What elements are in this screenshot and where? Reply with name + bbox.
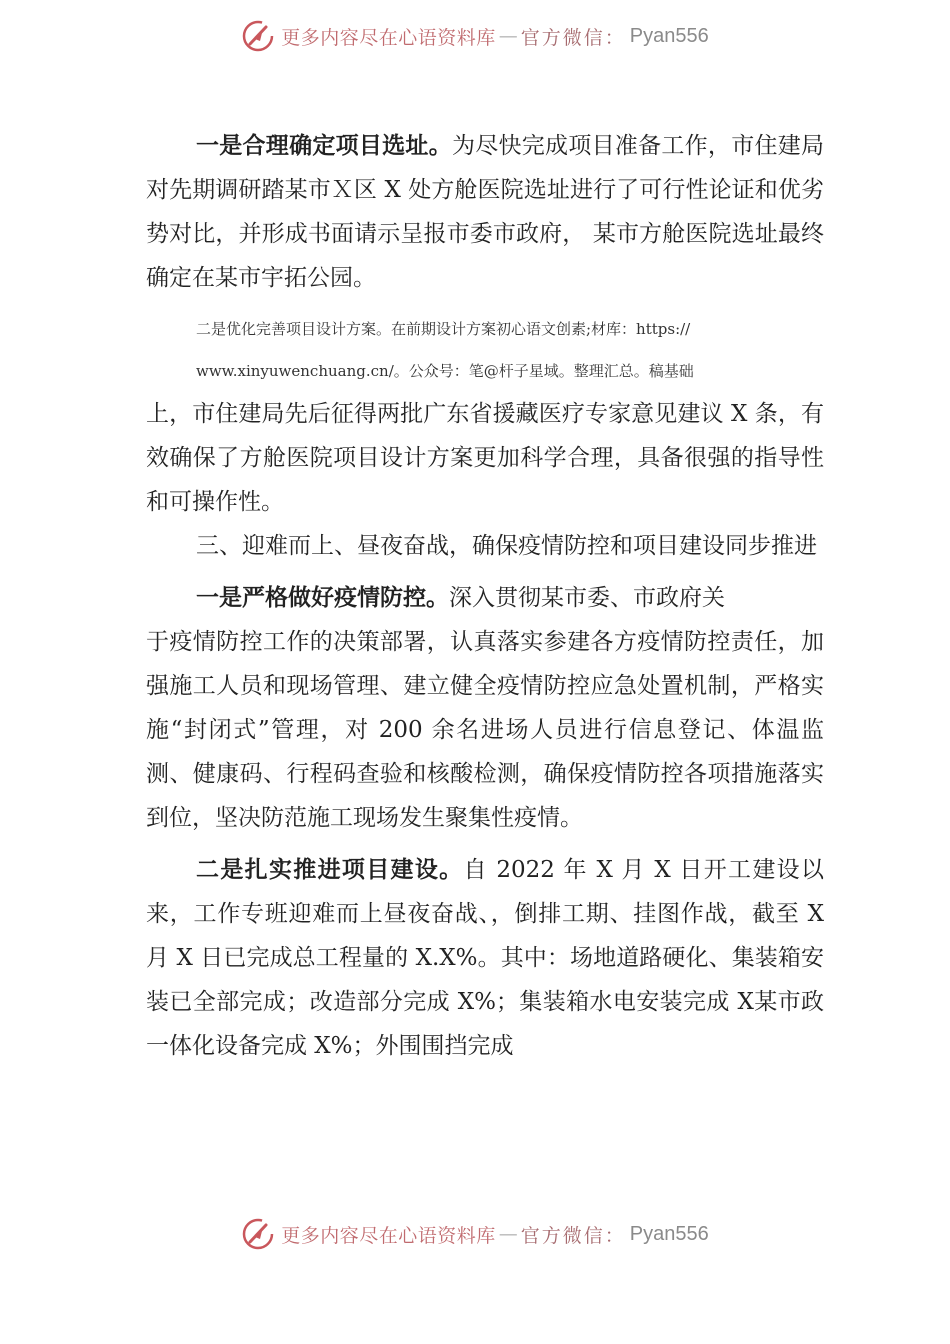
paragraph-heading: 二是扎实推进项目建设。 [196,857,464,883]
paragraph-design-plan: 上，市住建局先后征得两批广东省援藏医疗专家意见建议 X 条，有效确保了方舱医院项目设计方案更加科学合理，具备很强的指导性和可操作性。 [146,401,824,515]
paragraph-heading: 一是严格做好疫情防控。 [196,585,449,611]
footer-promo-text: 更多内容尽在心语资料库 [281,1224,496,1247]
header-wechat-label: 官方微信： [520,26,626,49]
section-heading-three: 三、迎难而上、昼夜奋战，确保疫情防控和项目建设同步推进 [196,533,817,559]
paragraph-heading: 一是合理确定项目选址。 [196,133,452,159]
paragraph-epidemic-control: 于疫情防控工作的决策部署，认真落实参建各方疫情防控责任，加强施工人员和现场管理、建立健全疫情防控应急处置机制，严格实施“封闭式”管理，对 200 余名进场人员进行信息登记、体温监测、健康码、行程码查验和核酸检测，确保疫情防控各项措施落实到位，坚决防范施工现场发生聚集性疫情。 [146,629,824,831]
quill-logo-icon [241,19,275,53]
small-text-line: 二是优化完善项目设计方案。在前期设计方案初心语文创素;材库：https:// [196,320,691,338]
quill-logo-icon [241,1217,275,1251]
small-text-line: www.xinyuwenchuang.cn/。公众号：笔@杆子星域。整理汇总。稿基础 [196,362,694,380]
header-dash: — [498,25,518,47]
paragraph-text: 深入贯彻某市委、市政府关 [449,585,725,611]
header-watermark [0,14,950,58]
paragraph-text: 为尽快完成项目准备工作，市住建局对先期调研踏某市Ｘ区 X 处方舱医院选址进行了可行性论证和优劣势对比，并形成书面请示呈报市委市政府， 某市方舱医院选址最终确定在某市宇拓公园。 [146,133,825,291]
paragraph-text: 自 2022 年 X 月 X 日开工建设以来，工作专班迎难而上昼夜奋战、，倒排工期、挂图作战，截至 X 月 X 日已完成总工程量的 X.X%。其中：场地道路硬化、集装箱安装已全部完成；改造部分完成 X%；集装箱水电安装完成 X某市政一体化设备完成 X%；外围围挡完成 [146,857,824,1059]
document-body [146,124,824,1068]
footer-wechat-id: Pyan556 [629,1222,709,1245]
footer-watermark [0,1212,950,1256]
header-promo-text: 更多内容尽在心语资料库 [281,26,496,49]
footer-wechat-label: 官方微信： [520,1224,626,1247]
header-wechat-id: Pyan556 [629,24,709,47]
paragraph-epidemic-control-lead [146,576,824,620]
footer-dash: — [498,1223,518,1245]
paragraph-project-construction [146,848,824,1068]
paragraph-site-selection [146,124,824,300]
